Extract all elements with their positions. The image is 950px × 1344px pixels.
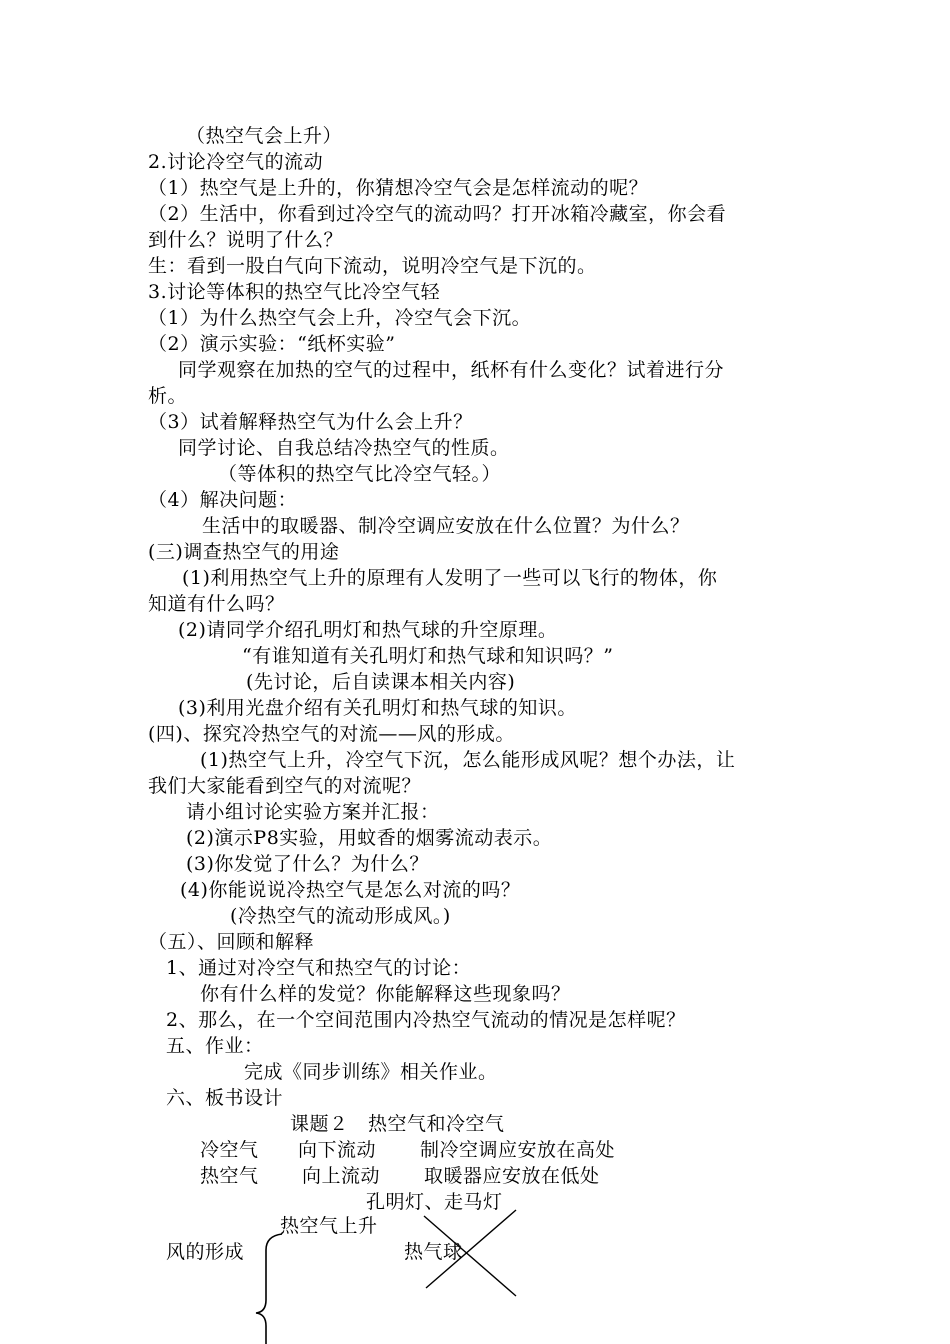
board-lantern: 孔明灯、走马灯 (366, 1191, 503, 1213)
board-cell: 取暖器应安放在低处 (424, 1165, 600, 1187)
board-cell: 制冷空调应安放在高处 (420, 1139, 616, 1161)
text-line: 同学讨论、自我总结冷热空气的性质。 (178, 437, 510, 459)
section-heading: 六、板书设计 (166, 1087, 284, 1109)
text-line: (2)请同学介绍孔明灯和热气球的升空原理。 (178, 619, 558, 641)
board-cell: 热空气 (200, 1165, 259, 1187)
text-line: 1、通过对冷空气和热空气的讨论： (166, 957, 472, 979)
board-cell: 向上流动 (302, 1165, 381, 1187)
text-line: (2)演示P8实验，用蚊香的烟雾流动表示。 (186, 827, 553, 849)
board-wind: 风的形成 (166, 1241, 245, 1263)
curly-brace (256, 1234, 282, 1344)
text-line: （1）热空气是上升的，你猜想冷空气会是怎样流动的呢？ (148, 177, 649, 199)
board-cell: 向下流动 (298, 1139, 377, 1161)
section-heading: (三)调查热空气的用途 (148, 541, 340, 563)
section-heading: 3.讨论等体积的热空气比冷空气轻 (148, 281, 441, 303)
text-line: 2、那么，在一个空间范围内冷热空气流动的情况是怎样呢？ (166, 1009, 686, 1031)
text-line: 知道有什么吗？ (148, 593, 285, 615)
text-line: (3)你发觉了什么？为什么？ (186, 853, 429, 875)
board-balloon: 热气球 (404, 1241, 463, 1263)
text-line: 生：看到一股白气向下流动，说明冷空气是下沉的。 (148, 255, 597, 277)
text-line: （4）解决问题： (148, 489, 298, 511)
text-line: (1)利用热空气上升的原理有人发明了一些可以飞行的物体，你 (182, 567, 718, 589)
section-heading: 五、作业： (166, 1035, 264, 1057)
text-line: 到什么？说明了什么？ (148, 229, 344, 251)
text-line: 生活中的取暖器、制冷空调应安放在什么位置？为什么？ (202, 515, 690, 537)
text-line: 你有什么样的发觉？你能解释这些现象吗？ (200, 983, 571, 1005)
text-line: “有谁知道有关孔明灯和热气球和知识吗？” (242, 645, 614, 667)
section-heading: （五）、回顾和解释 (148, 931, 315, 953)
text-line: （1）为什么热空气会上升，冷空气会下沉。 (148, 307, 532, 329)
text-line: 同学观察在加热的空气的过程中，纸杯有什么变化？试着进行分 (178, 359, 725, 381)
section-heading: 2.讨论冷空气的流动 (148, 151, 324, 173)
text-line: (冷热空气的流动形成风。) (230, 905, 451, 927)
text-line: 析。 (148, 385, 188, 407)
text-line: (3)利用光盘介绍有关孔明灯和热气球的知识。 (178, 697, 577, 719)
text-line: (先讨论，后自读课本相关内容) (246, 671, 516, 693)
text-line: 请小组讨论实验方案并汇报： (186, 801, 440, 823)
text-line: (4)你能说说冷热空气是怎么对流的吗？ (180, 879, 521, 901)
text-line: (1)热空气上升，冷空气下沉，怎么能形成风呢？想个办法，让 (200, 749, 736, 771)
section-heading: (四)、探究冷热空气的对流——风的形成。 (148, 723, 515, 745)
text-line: （热空气会上升） (186, 125, 343, 147)
cross-line (426, 1210, 516, 1288)
text-line: （2）演示实验：“纸杯实验” (148, 333, 396, 355)
cross-line (424, 1216, 516, 1296)
board-title: 课题２ 热空气和冷空气 (290, 1113, 505, 1135)
text-line: 完成《同步训练》相关作业。 (244, 1061, 498, 1083)
text-line: （3）试着解释热空气为什么会上升？ (148, 411, 473, 433)
text-line: 我们大家能看到空气的对流呢？ (148, 775, 422, 797)
board-hot-rise: 热空气上升 (280, 1215, 378, 1237)
text-line: （等体积的热空气比冷空气轻。） (218, 463, 502, 485)
text-line: （2）生活中，你看到过冷空气的流动吗？打开冰箱冷藏室，你会看 (148, 203, 727, 225)
board-cell: 冷空气 (200, 1139, 259, 1161)
